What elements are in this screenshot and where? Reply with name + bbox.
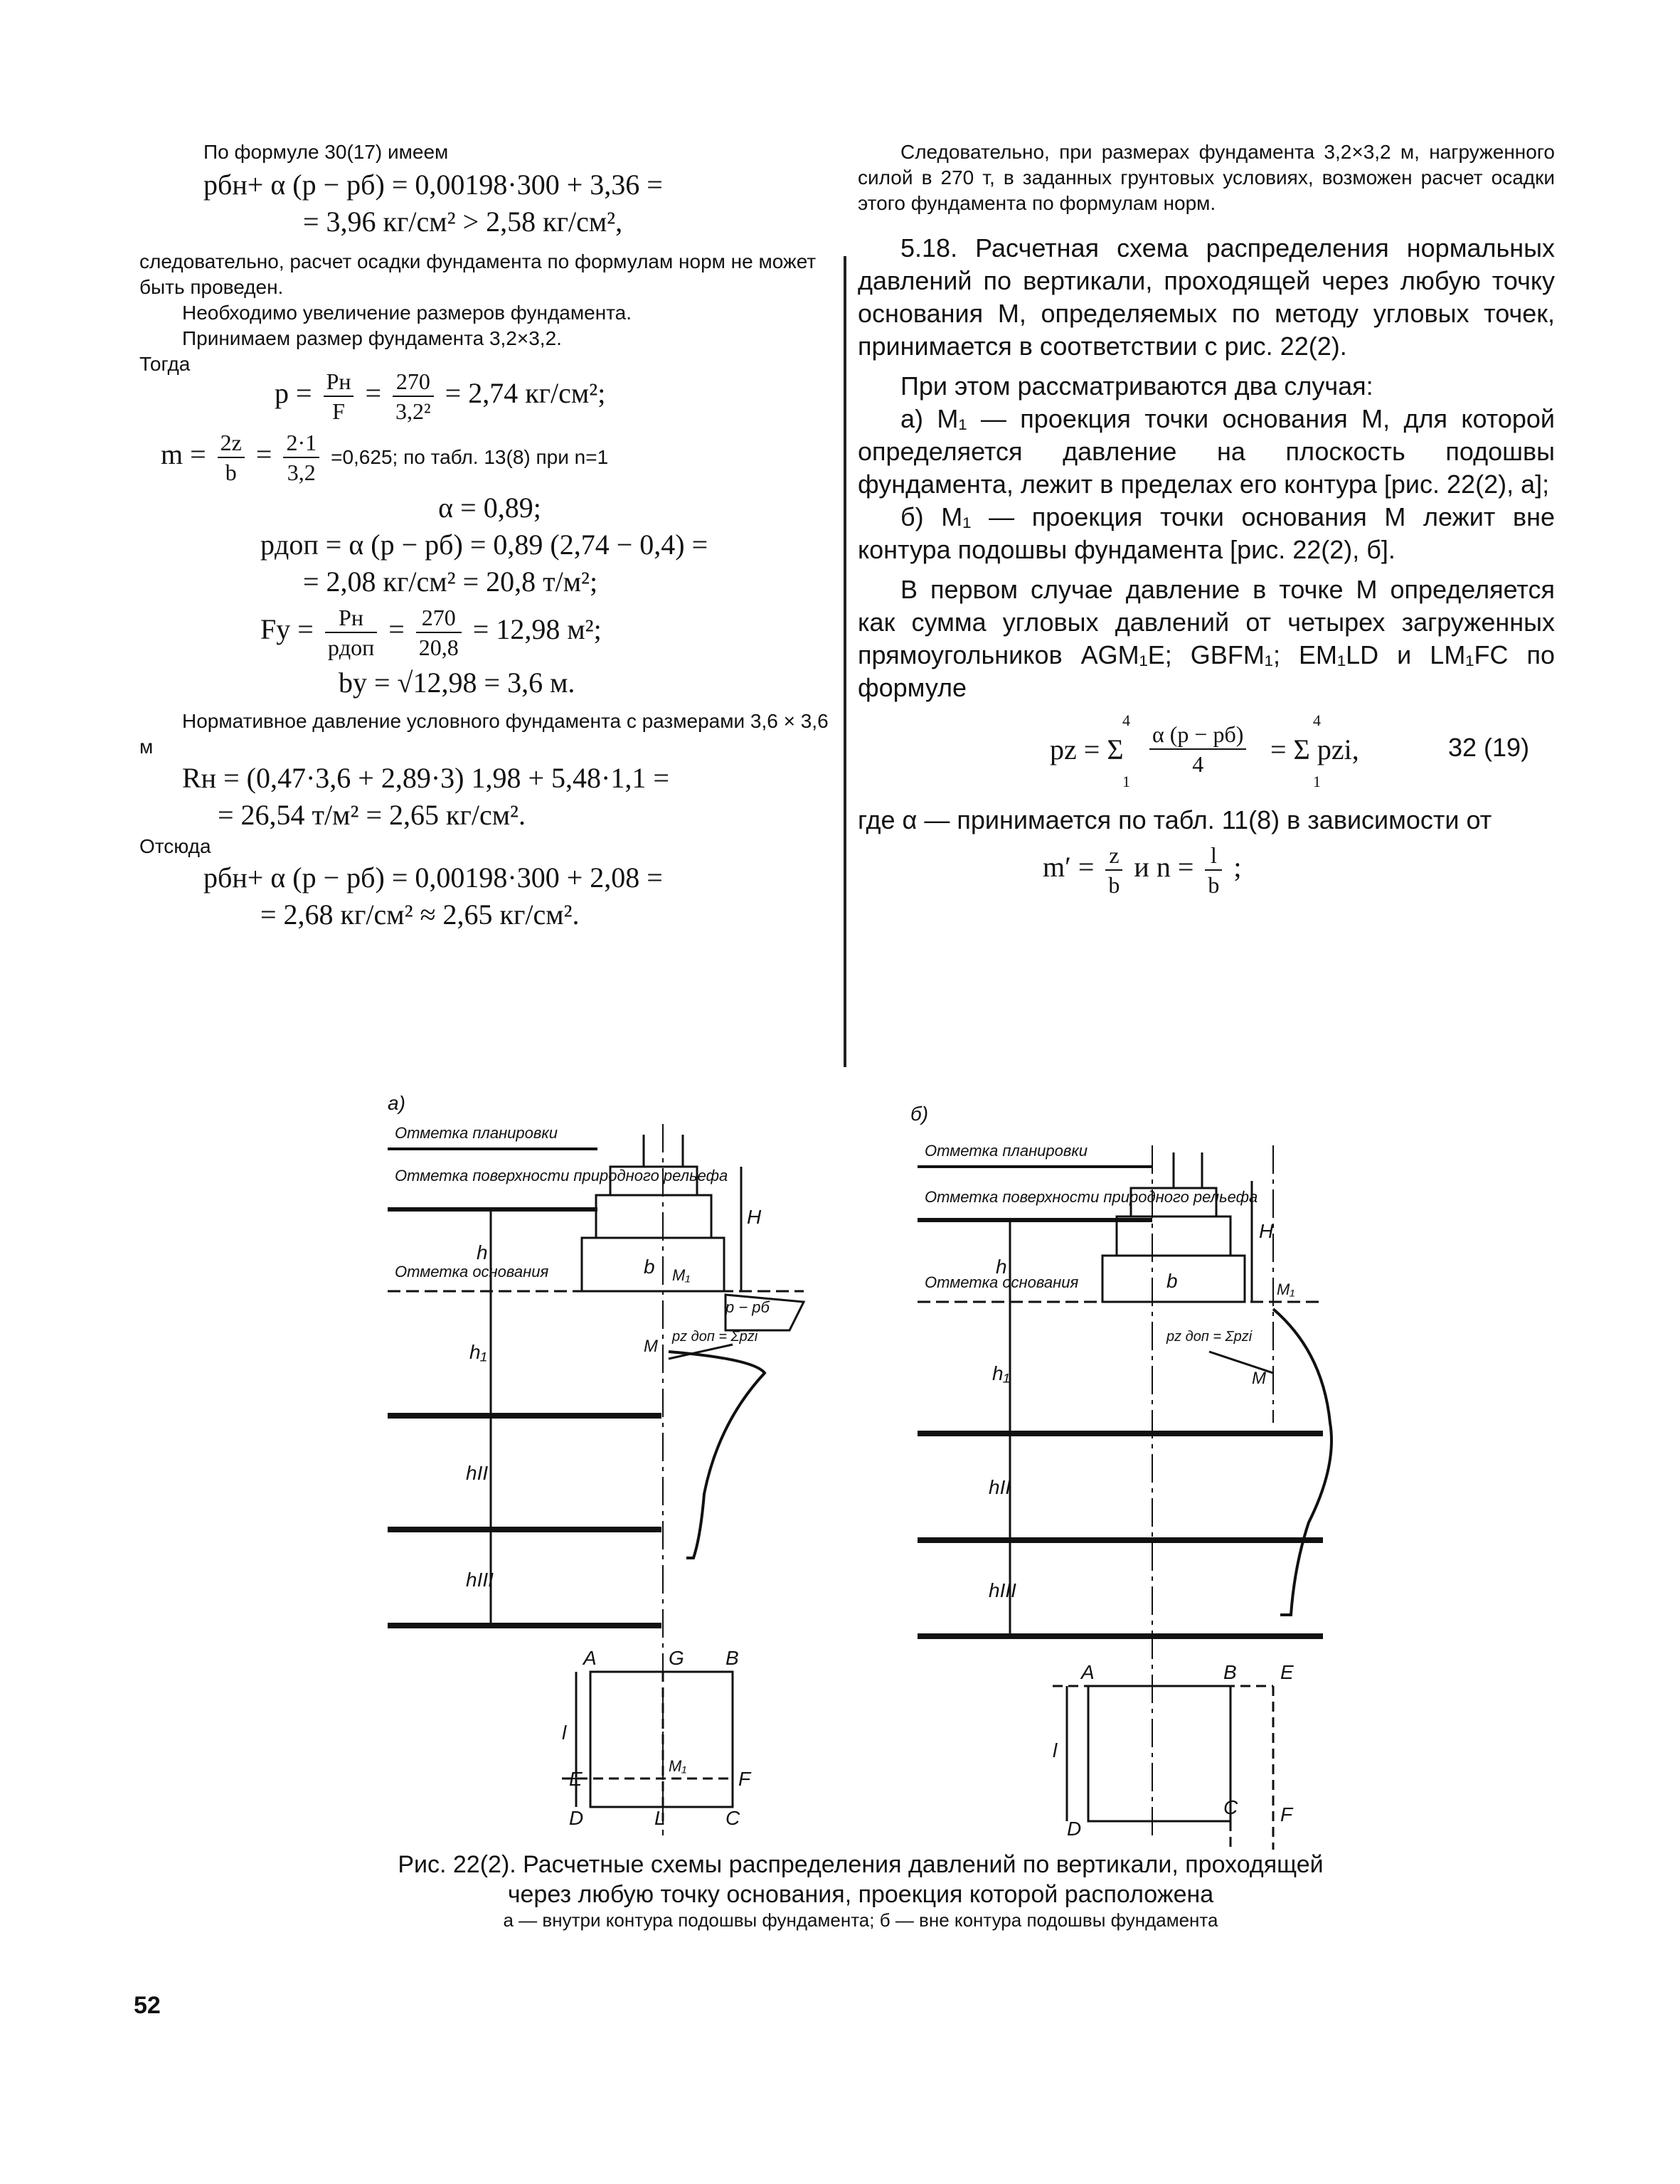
formula-upper-2: 4 (1313, 711, 1321, 729)
plan-b-B: B (1223, 1661, 1237, 1683)
left-column (139, 139, 840, 933)
plan-a-L: L (654, 1807, 666, 1829)
equation-8a: Rн = (0,47·3,6 + 2,89·3) 1,98 + 5,48·1,1 = (182, 762, 669, 794)
label-a-base: Отметка основания (395, 1263, 549, 1281)
caption-sub: а — внутри контура подошвы фундамента; б — вне контура подошвы фундамента (503, 1909, 1218, 1931)
formula-rhs: = Σ pzi, (1270, 733, 1359, 765)
plan-a-M1: M₁ (669, 1757, 687, 1775)
label-a-h3: hIII (466, 1569, 494, 1591)
formula-upper-1: 4 (1122, 711, 1130, 729)
right-paragraph-3: При этом рассматриваются два случая: (900, 371, 1373, 401)
label-b-pressure: pz доп = Σpzi (1166, 1329, 1253, 1345)
m-den: b (1108, 872, 1120, 898)
plan-b-E: E (1280, 1661, 1294, 1683)
label-a-M: M (644, 1337, 658, 1356)
where-text: где α — принимается по табл. 11(8) в зависимости от (858, 805, 1492, 834)
right-paragraph-1: Следовательно, при размерах фундамента 3,2×3,2 м, нагруженного силой в 270 т, в заданных грунтовых условиях, возможен расчет осадки этого фундамента по формулам норм. (858, 141, 1555, 214)
eq2-lhs: p = (275, 377, 312, 410)
m-n-definitions: m′ = $\frac{z}{b}$ и n = $\frac{l}{b}$ ; (1043, 842, 1242, 898)
equation-6: Fу = $\frac{Pн}{\text{pдоп}}$ = $\frac{270}{20,8}$ = 12,98 м²; (260, 605, 602, 660)
eq2-den: F (332, 398, 345, 424)
formula-lhs: pz = Σ (1050, 733, 1124, 765)
paragraph-1: следовательно, расчет осадки фундамента по формулам норм не может быть проведен. (139, 250, 817, 298)
equation-9a: pбн+ α (p − pб) = 0,00198·300 + 2,08 = (203, 862, 663, 894)
label-a: а) (388, 1092, 405, 1114)
plan-a-C: C (725, 1807, 740, 1829)
eq6-num2: 270 (416, 603, 462, 633)
eq3-rhs: =0,625; по табл. 13(8) при n=1 (331, 446, 609, 469)
formula-num: α (p − pб) (1149, 720, 1246, 750)
label-a-M1-top: M₁ (672, 1266, 691, 1284)
label-a-h: h (477, 1241, 488, 1263)
case-b: б) M₁ — проекция точки основания M лежит вне контура подошвы фундамента [рис. 22(2), б]. (858, 502, 1555, 564)
label-a-pressure: pz доп = Σpzi (672, 1329, 758, 1345)
label-a-surface: Отметка поверхности природного рельефа (395, 1167, 728, 1184)
equation-8b: = 26,54 т/м² = 2,65 кг/см². (218, 799, 526, 831)
eq6-lhs: Fу = (260, 613, 314, 646)
eq3-num: 2z (218, 428, 245, 458)
paragraph-4: Тогда (139, 353, 191, 375)
diagram-a (388, 1124, 804, 1835)
section-5-18: 5.18. Расчетная схема распределения нормальных давлений по вертикали, проходящей через любую точку основания M, определяемых по методу угловых точек, принимается в соответствии с рис. 22(2). (858, 233, 1555, 361)
paragraph-3: Принимаем размер фундамента 3,2×3,2. (182, 327, 562, 349)
case-a: а) M₁ — проекция точки основания M, для которой определяется давление на плоскость подошвы фундамента, лежит в пределах его контура [рис. 22(2), а]; (858, 404, 1555, 499)
paragraph-5: Нормативное давление условного фундамента с размерами 3,6 × 3,6 м (139, 710, 829, 758)
equation-5b: = 2,08 кг/см² = 20,8 т/м²; (303, 566, 598, 598)
label-b-h2: hII (989, 1476, 1011, 1498)
formula-lower-1: 1 (1122, 773, 1130, 790)
equation-3: m = $\frac{2z}{b}$ = $\frac{2\cdot 1}{3,2}$ =0,625; по табл. 13(8) при n=1 (161, 430, 609, 485)
equation-1b: = 3,96 кг/см² > 2,58 кг/см², (303, 206, 623, 238)
equation-9b: = 2,68 кг/см² ≈ 2,65 кг/см². (260, 898, 580, 931)
label-a-h2: hII (466, 1462, 489, 1484)
equation-1a: pбн+ α (p − pб) = 0,00198·300 + 3,36 = (203, 169, 663, 201)
plan-b-A: A (1081, 1661, 1095, 1683)
formula-den: 4 (1192, 751, 1204, 777)
label-b-M: M (1252, 1369, 1266, 1388)
eq2-num2: 270 (393, 367, 434, 397)
plan-a-E: E (569, 1768, 583, 1790)
formula-32 (858, 711, 1555, 790)
plan-a-D: D (569, 1807, 584, 1829)
eq6-den2: 20,8 (418, 635, 459, 660)
eq3-lhs: m = (161, 438, 206, 471)
m-prime-lhs: m′ = (1043, 851, 1095, 884)
m-num: z (1105, 841, 1122, 871)
paragraph-2: Необходимо увеличение размеров фундамента. (182, 302, 632, 324)
eq2-num: Pн (324, 367, 354, 397)
label-b-M1-top: M₁ (1277, 1281, 1295, 1298)
label-a-b: b (644, 1256, 655, 1278)
plan-b-l: l (1053, 1739, 1058, 1761)
label-b-base: Отметка основания (925, 1273, 1079, 1291)
eq3-den2: 3,2 (287, 460, 316, 485)
label-b-b: b (1166, 1270, 1178, 1292)
figure-caption (384, 1850, 1337, 1931)
eq6-den: pдоп (327, 635, 375, 660)
equation-4: α = 0,89; (438, 492, 541, 524)
right-column (858, 139, 1555, 899)
n-num: l (1205, 841, 1222, 871)
label-a-H: H (747, 1206, 762, 1228)
eq2-eq: = (365, 377, 382, 410)
plan-a-B: B (725, 1647, 739, 1669)
figure-22-2 (370, 1081, 1593, 1850)
label-a-h1: h₁ (469, 1341, 487, 1363)
equation-5a: pдоп = α (p − pб) = 0,89 (2,74 − 0,4) = (260, 529, 708, 561)
label-a-planning: Отметка планировки (395, 1124, 558, 1142)
column-divider (844, 256, 846, 1067)
n-lhs: и n = (1134, 851, 1194, 884)
label-b-h: h (996, 1256, 1007, 1278)
plan-b-D: D (1067, 1818, 1082, 1840)
eq2-den2: 3,2² (395, 398, 431, 424)
right-paragraph-6: В первом случае давление в точке M определяется как сумма угловых давлений от четырех загруженных прямоугольников AGM₁E; GBFM₁; EM₁LD и LM₁FC по формуле (858, 575, 1555, 702)
equation-2 (139, 367, 840, 425)
intro-text: По формуле 30(17) имеем (203, 141, 449, 163)
label-b-h1: h₁ (992, 1362, 1010, 1384)
eq3-num2: 2·1 (283, 428, 319, 458)
eq3-den: b (225, 460, 237, 485)
equation-7: bу = √12,98 = 3,6 м. (339, 667, 575, 699)
plan-b-F: F (1280, 1803, 1293, 1825)
page-number: 52 (134, 1992, 161, 2019)
diagram-b (918, 1145, 1331, 1850)
caption-main: Рис. 22(2). Расчетные схемы распределения давлений по вертикали, проходящей через любую точку основания, проекция которой расположена (398, 1851, 1324, 1908)
eq2-rhs: = 2,74 кг/см²; (445, 377, 606, 410)
plan-a-A: A (583, 1647, 597, 1669)
label-b-h3: hIII (989, 1579, 1016, 1601)
plan-b-C: C (1223, 1796, 1238, 1818)
paragraph-6: Отсюда (139, 835, 211, 857)
plan-a-l: l (562, 1722, 567, 1744)
n-den: b (1208, 872, 1220, 898)
plan-a-F: F (738, 1768, 751, 1790)
label-b-H: H (1259, 1220, 1274, 1242)
eq6-num: Pн (325, 603, 377, 633)
label-b-surface: Отметка поверхности природного рельефа (925, 1188, 1258, 1206)
label-b-planning: Отметка планировки (925, 1142, 1088, 1160)
plan-a-G: G (669, 1647, 684, 1669)
label-a-load: p − pб (725, 1298, 770, 1316)
formula-number: 32 (19) (1448, 733, 1530, 762)
label-b: б) (910, 1103, 929, 1125)
formula-lower-2: 1 (1313, 773, 1321, 790)
eq6-rhs: = 12,98 м²; (472, 613, 602, 646)
